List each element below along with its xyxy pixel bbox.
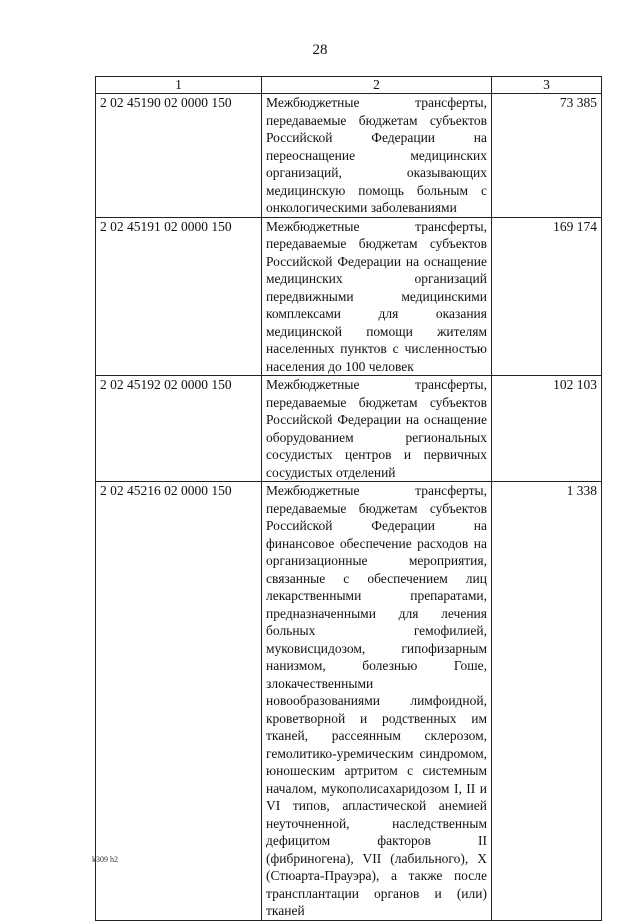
budget-code: 2 02 45192 02 0000 150: [96, 376, 262, 482]
column-header-code: 1: [96, 77, 262, 94]
budget-code: 2 02 45216 02 0000 150: [96, 482, 262, 921]
budget-amount: 169 174: [492, 217, 602, 376]
budget-amount: 1 338: [492, 482, 602, 921]
column-header-description: 2: [262, 77, 492, 94]
budget-code: 2 02 45190 02 0000 150: [96, 94, 262, 218]
table-row: [96, 217, 602, 376]
budget-description: Межбюджетные трансферты, передаваемые бюджетам субъектов Российской Федерации на оснащение оборудованием региональных сосудистых центров и первичных сосудистых отделений: [262, 376, 492, 482]
page-number: 28: [312, 42, 328, 58]
budget-table: [95, 76, 602, 921]
table-header-row: [96, 77, 602, 94]
table-row: [96, 376, 602, 482]
footer-document-code: k309 h2: [92, 855, 118, 864]
table-row: [96, 94, 602, 218]
column-header-amount: 3: [492, 77, 602, 94]
budget-amount: 102 103: [492, 376, 602, 482]
table-row: [96, 482, 602, 921]
budget-description: Межбюджетные трансферты, передаваемые бюджетам субъектов Российской Федерации на финансовое обеспечение расходов на организационные мероприятия, связанные с обеспечением лиц лекарственными препаратами, предназначенными для лечения больных гемофилией, муковисцидозом, гипофизарным нанизмом, болезнью Гоше, злокачественными новообразованиями лимфоидной, кроветворной и родственных им тканей, рассеянным склерозом, гемолитико-уремическим синдромом, юношеским артритом с системным началом, мукополисахаридозом I, II и VI типов, апластической анемией неуточненной, наследственным дефицитом факторов II (фибриногена), VII (лабильного), X (Стюарта-Прауэра), а также после трансплантации органов и (или) тканей: [262, 482, 492, 921]
budget-amount: 73 385: [492, 94, 602, 218]
budget-description: Межбюджетные трансферты, передаваемые бюджетам субъектов Российской Федерации на переоснащение медицинских организаций, оказывающих медицинскую помощь больным с онкологическими заболеваниями: [262, 94, 492, 218]
budget-code: 2 02 45191 02 0000 150: [96, 217, 262, 376]
budget-description: Межбюджетные трансферты, передаваемые бюджетам субъектов Российской Федерации на оснащение медицинских организаций передвижными медицинскими комплексами для оказания медицинской помощи жителям населенных пунктов с численностью населения до 100 человек: [262, 217, 492, 376]
